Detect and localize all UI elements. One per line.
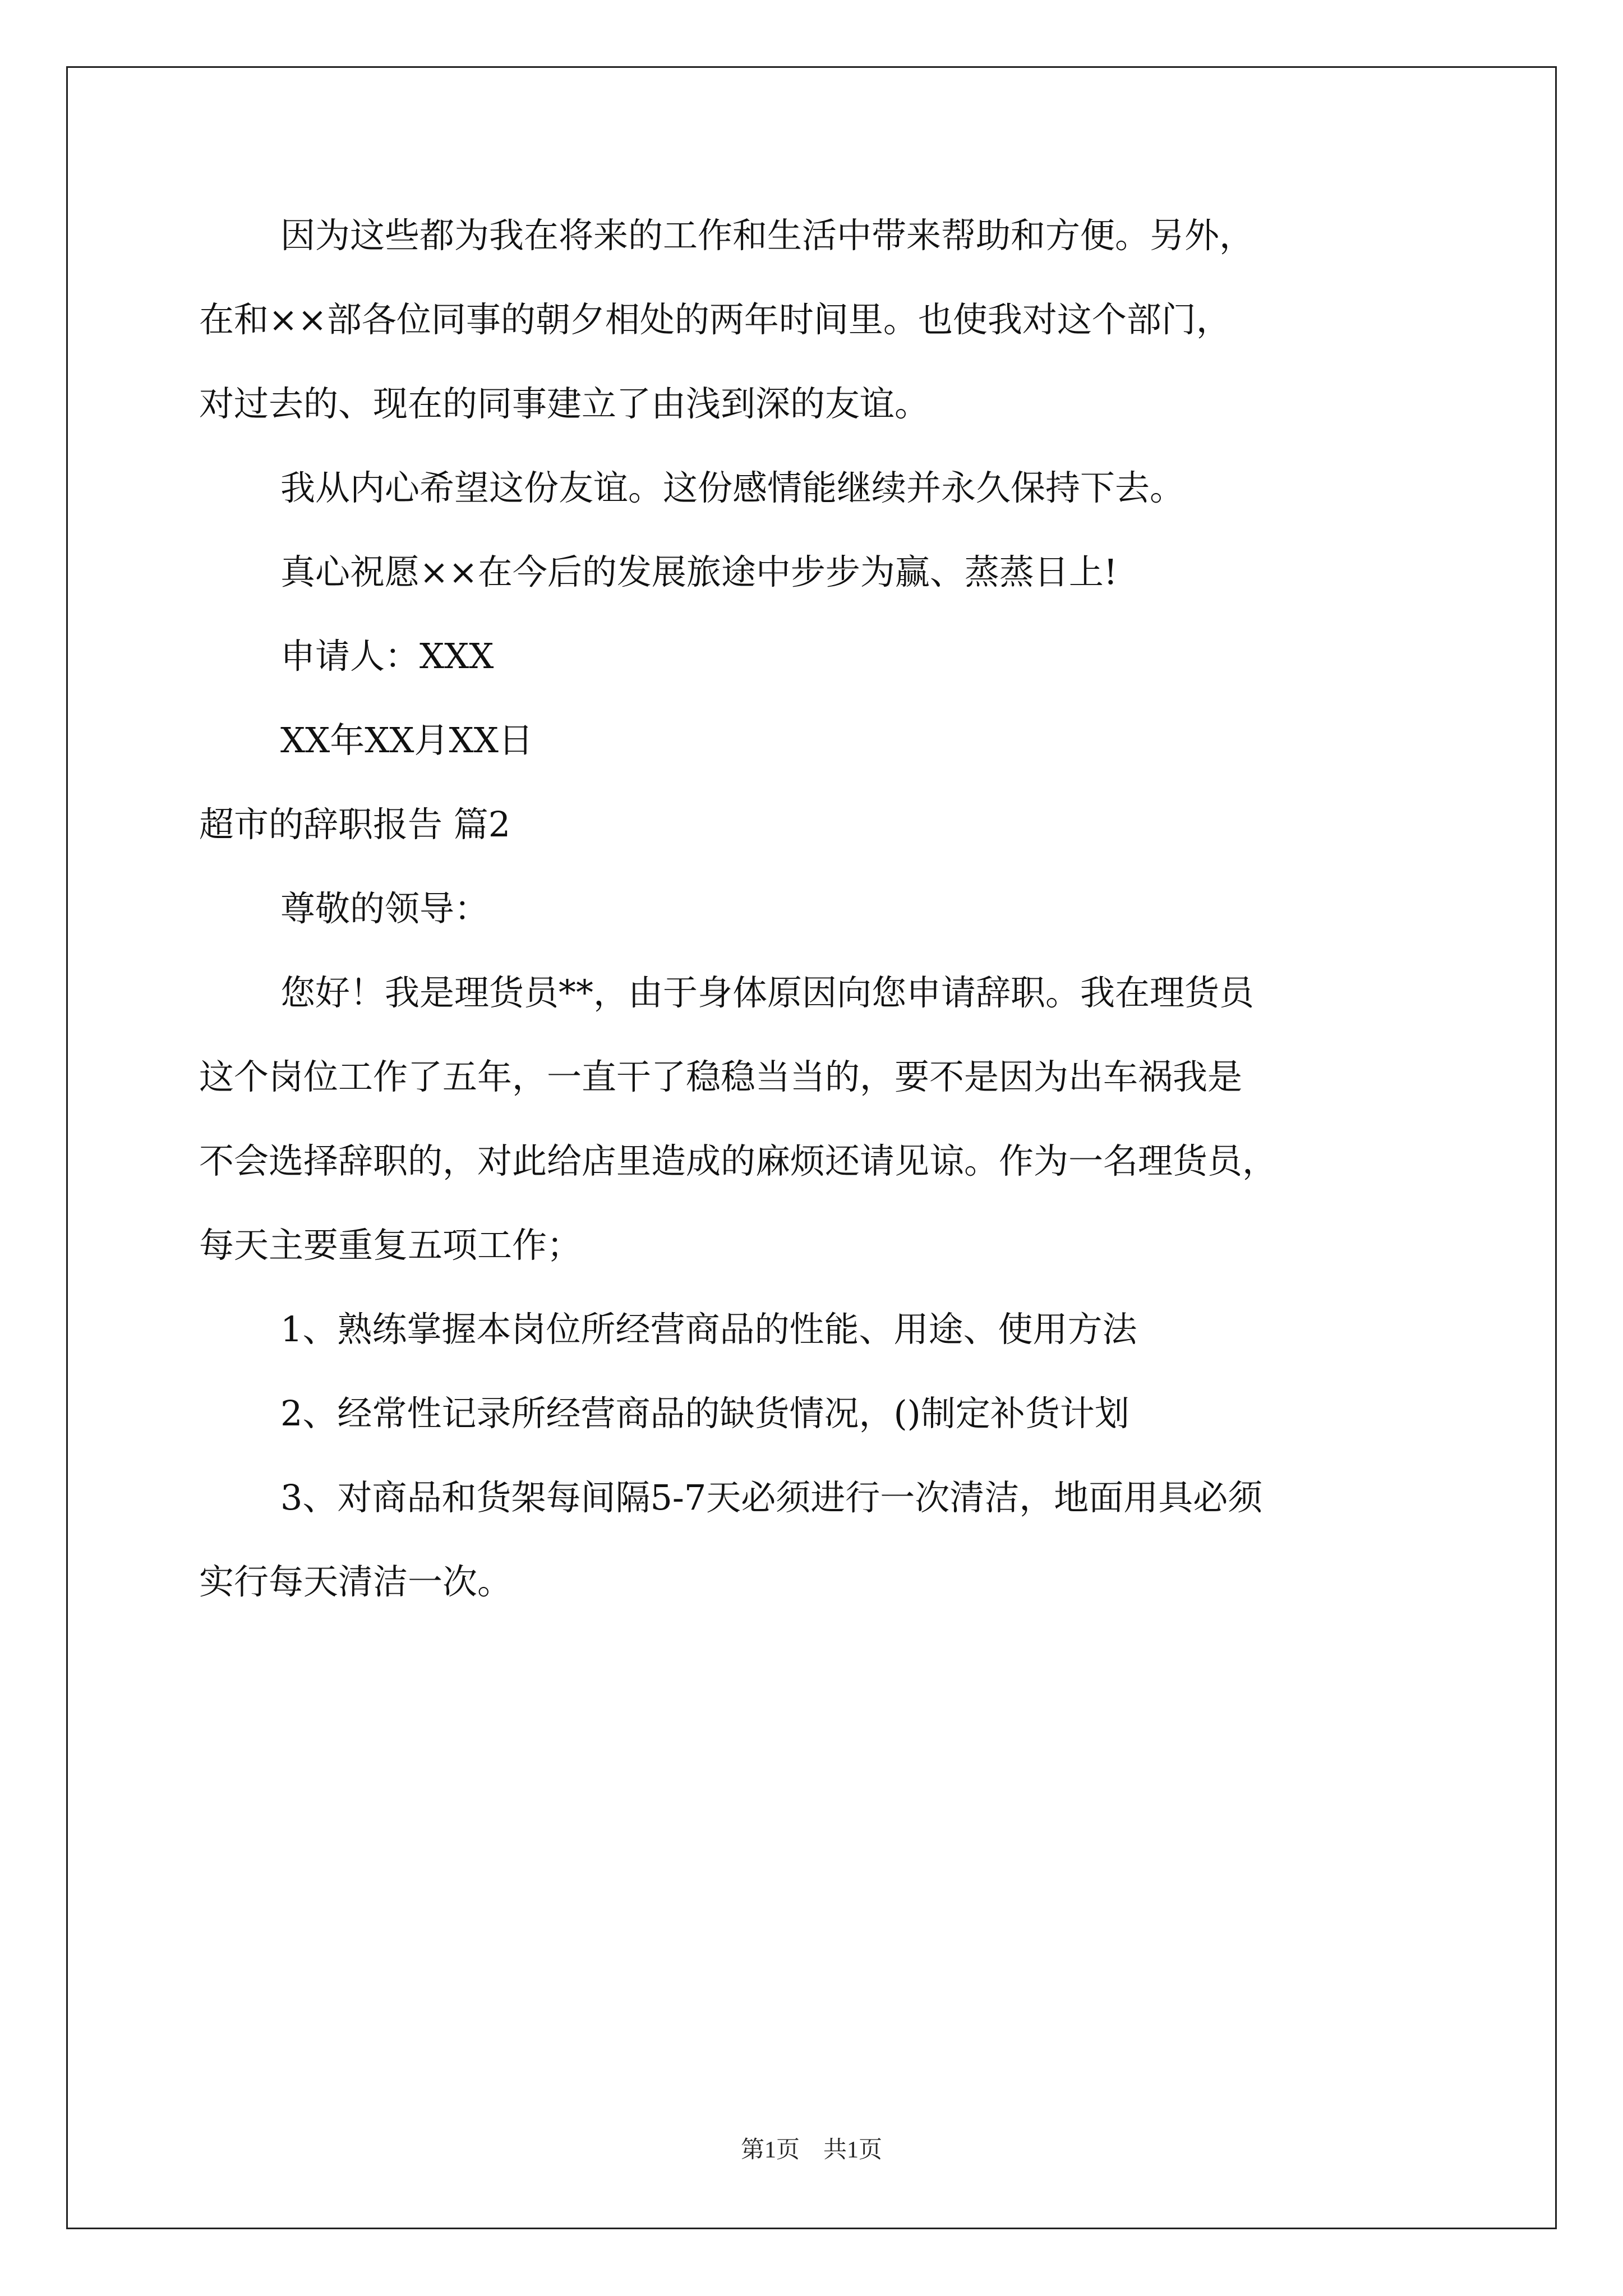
paragraph-line: 这个岗位工作了五年，一直干了稳稳当当的，要不是因为出车祸我是 bbox=[199, 1056, 1243, 1097]
paragraph-line: 在和××部各位同事的朝夕相处的两年时间里。也使我对这个部门， bbox=[199, 299, 1231, 340]
paragraph-line: 真心祝愿××在今后的发展旅途中步步为赢、蒸蒸日上! bbox=[280, 551, 1118, 592]
paragraph-line: 对过去的、现在的同事建立了由浅到深的友谊。 bbox=[199, 383, 930, 424]
paragraph-line: 不会选择辞职的，对此给店里造成的麻烦还请见谅。作为一名理货员， bbox=[199, 1140, 1278, 1181]
paragraph-line: 您好！我是理货员**，由于身体原因向您申请辞职。我在理货员 bbox=[280, 972, 1255, 1013]
list-item: 3、对商品和货架每间隔5-7天必须进行一次清洁，地面用具必须 bbox=[280, 1477, 1263, 1518]
paragraph-line: 每天主要重复五项工作； bbox=[199, 1225, 582, 1266]
salutation: 尊敬的领导： bbox=[280, 888, 490, 929]
list-item: 1、熟练掌握本岗位所经营商品的性能、用途、使用方法 bbox=[280, 1309, 1137, 1350]
paragraph-line: 我从内心希望这份友谊。这份感情能继续并永久保持下去。 bbox=[280, 467, 1185, 508]
signature-applicant: 申请人：XXX bbox=[280, 636, 494, 677]
signature-date: XX年XX月XX日 bbox=[280, 720, 533, 761]
list-item-continuation: 实行每天清洁一次。 bbox=[199, 1561, 513, 1602]
page-footer: 第1页 共1页 bbox=[740, 2137, 882, 2163]
section-heading: 超市的辞职报告 篇2 bbox=[199, 804, 511, 845]
list-item: 2、经常性记录所经营商品的缺货情况，()制定补货计划 bbox=[280, 1393, 1129, 1434]
paragraph-line: 因为这些都为我在将来的工作和生活中带来帮助和方便。另外， bbox=[280, 215, 1255, 256]
